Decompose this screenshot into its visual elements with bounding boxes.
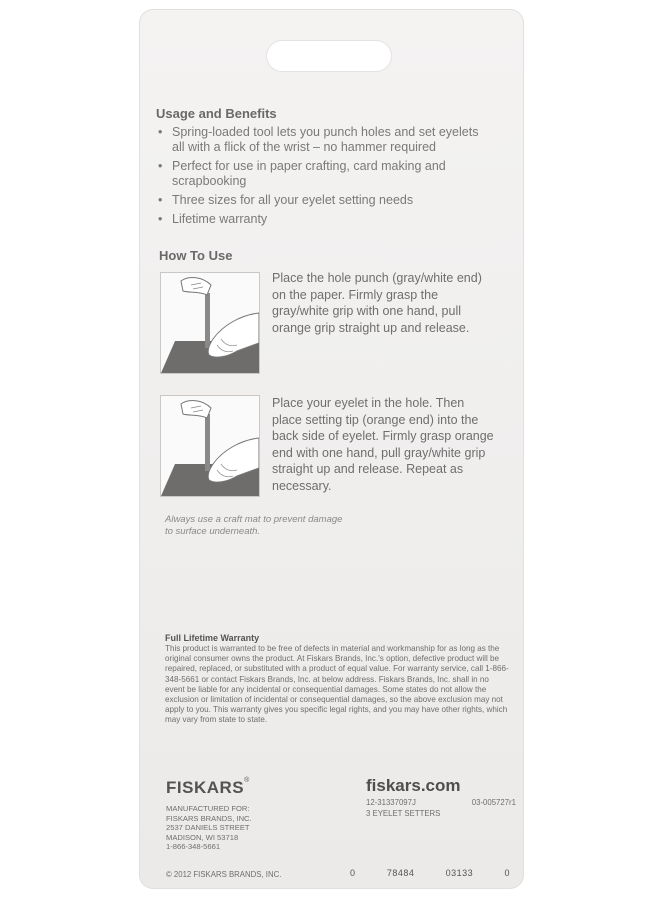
step-1-text: Place the hole punch (gray/white end) on the paper. Firmly grasp the gray/white grip with one hand, pull orange grip straight up and release. [272, 271, 482, 335]
address-line: 1-866-348-5661 [166, 842, 221, 852]
address-line: FISKARS BRANDS, INC. [166, 813, 252, 823]
barcode-digit-group: 0 [350, 868, 356, 878]
step-2-illustration [160, 395, 260, 497]
website-url: fiskars.com [366, 776, 461, 795]
usage-heading: Usage and Benefits [156, 106, 277, 121]
manufacturer-address [166, 804, 276, 852]
product-codes [366, 797, 516, 819]
barcode-digit-group: 03133 [445, 868, 474, 878]
list-item: • Spring-loaded tool lets you punch holes and set eyelets all with a flick of the wrist – no hammer required [156, 125, 486, 155]
address-line: MADISON, WI 53718 [166, 832, 239, 842]
warranty-title: Full Lifetime Warranty [165, 633, 260, 643]
craft-mat-note: Always use a craft mat to prevent damage to surface underneath. [165, 514, 343, 537]
hand-set-eyelet-illustration [161, 396, 259, 496]
warranty-body: This product is warranted to be free of defects in material and workmanship for as long as the original consumer owns the product. At Fiskars Brands, Inc.'s option, defective product will be repaired, replaced, or substituted with a product of equal value. For warranty service, call 1-866-348-5661 or contact Fiskars Brands, Inc. at below address. Fiskars Brands, Inc. shall in no event be liable for any incidental or consequential damages. Some states do not allow the exclusion or limitation of incidental or consequential damages, so the above exclusion may not apply to you. This warranty gives you specific legal rights, and you may have other rights, which may vary from state to state. [165, 644, 509, 725]
hand-punch-illustration [161, 273, 259, 373]
copyright: © 2012 FISKARS BRANDS, INC. [166, 870, 282, 879]
trademark-symbol: ® [244, 777, 250, 784]
list-item: • Lifetime warranty [156, 212, 486, 227]
barcode-digit-group: 78484 [386, 868, 415, 878]
barcode-number [350, 868, 510, 878]
item-code: 12-31337097J [366, 798, 416, 807]
product-name: 3 EYELET SETTERS [366, 809, 441, 818]
logo-text: FISKARS [166, 778, 245, 797]
benefits-list [156, 125, 486, 231]
address-line: MANUFACTURED FOR: [166, 804, 250, 813]
step-1-illustration [160, 272, 260, 374]
list-item: • Three sizes for all your eyelet setting needs [156, 193, 486, 208]
revision-code: 03-005727r1 [471, 798, 516, 807]
step-2-text: Place your eyelet in the hole. Then place setting tip (orange end) into the back side of eyelet. Firmly grasp orange end with one hand, pull gray/white grip straight up and release. Repeat as necessary. [272, 396, 494, 493]
barcode-digit-group: 0 [504, 868, 510, 878]
how-to-heading: How To Use [159, 248, 233, 263]
fiskars-logo [166, 778, 250, 798]
address-line: 2537 DANIELS STREET [166, 823, 250, 833]
list-item: • Perfect for use in paper crafting, card making and scrapbooking [156, 159, 486, 189]
hang-hole [266, 40, 392, 72]
